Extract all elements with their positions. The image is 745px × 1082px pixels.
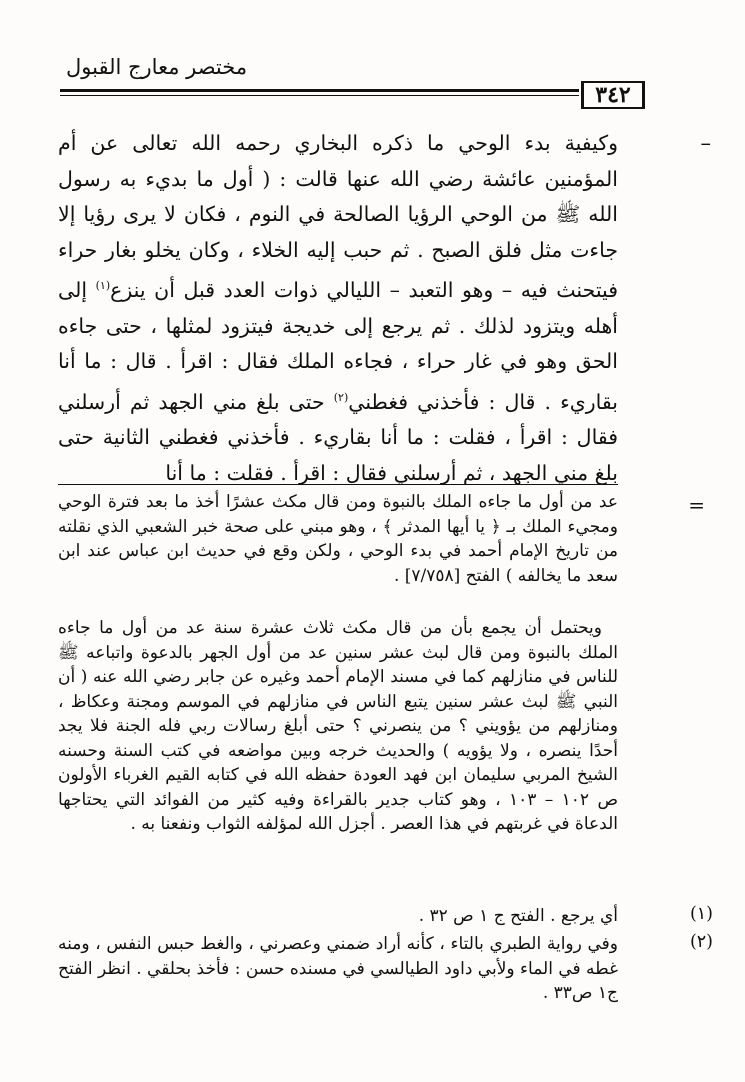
header-rule-thin (60, 95, 579, 96)
footnote-1-number: (١) (689, 904, 713, 924)
header-rule-thick (60, 89, 579, 92)
footnote-1-text: أي يرجع . الفتح ج ١ ص ٣٢ . (418, 906, 618, 926)
footnote-2-text: وفي رواية الطبري بالتاء ، كأنه أراد ضمني وعصرني ، والغط حبس النفس ، ومنه غطه في الماء ولأبي داود الطيالسي في مسنده حسن : فأخذ بحلقي . انظر الفتح ج١ ص٣٣ . (58, 934, 618, 1003)
paragraph-dash: – (700, 131, 711, 155)
main-text-part1: وكيفية بدء الوحي ما ذكره البخاري رحمه الله تعالى عن أم المؤمنين عائشة رضي الله عنها قالت : ( أول ما بديء به رسول الله ﷺ من الوحي الرؤيا الصالحة في النوم ، فكان لا يرى رؤيا إلا جاءت مثل فلق الصبح . ثم حبب إليه الخلاء ، وكان يخلو بغار حراء فيتحنث فيه – وهو التعبد – الليالي ذوات العدد قبل أن ينزع (58, 131, 619, 303)
footnote-ref-2: (٢) (333, 390, 349, 404)
main-text-part2: إلى أهله ويتزود لذلك . ثم يرجع إلى خديجة فيتزود لمثلها ، حتى جاءه الحق وهو في غار حراء ، فجاءه الملك فقال : اقرأ . قال : ما أنا بقاريء . قال : فأخذني فغطني (58, 278, 619, 414)
footnote-2-number: (٢) (689, 932, 713, 952)
footnote-continuation-marker: = (688, 493, 705, 517)
main-text (58, 126, 618, 492)
main-text-part3: حتى بلغ مني الجهد ثم أرسلني فقال : اقرأ ، فقلت : ما أنا بقاريء . فأخذني فغطني الثانية حتى بلغ مني الجهد ، ثم أرسلني فقال : اقرأ . فقلت : ما أنا (58, 389, 618, 485)
running-title: مختصر معارج القبول (66, 55, 248, 79)
page-header (60, 55, 645, 113)
footnote-ref-1: (١) (95, 279, 111, 293)
footnote-continuation-p1: عد من أول ما جاءه الملك بالنبوة ومن قال مكث عشرًا أخذ ما بعد فترة الوحي ومجيء الملك بـ ﴿ يا أيها المدثر ﴾ ، وهو مبني على صحة خبر الشعبي الذي نقلته من تاريخ الإمام أحمد في بدء الوحي ، ولكن وقع في حديث ابن عباس عند ابن سعد ما يخالفه ) الفتح [٧/٧٥٨] . (58, 492, 618, 586)
page-number: ٣٤٢ (581, 81, 645, 109)
footnote-separator (58, 484, 618, 485)
footnote-continuation-p2: ويحتمل أن يجمع بأن من قال مكث ثلاث عشرة سنة عد من أول ما جاءه الملك بالنبوة ومن قال لبث عشر سنين عد من أول الجهر بالدعوة واتباعه ﷺ للناس في منازلهم كما في مسند الإمام أحمد وغيره عن جابر رضي الله عنه ( أن النبي ﷺ لبث عشر سنين يتبع الناس في منازلهم في الموسم ومجنة وعكاظ ، ومنازلهم من يؤويني ؟ من ينصرني ؟ حتى أبلغ رسالات ربي فله الجنة فلا يجد أحدًا ينصره ، ولا يؤويه ) والحديث خرجه وبين مواضعه في كتب السنة وحسنه الشيخ المربي سليمان ابن فهد العودة حفظه الله في كتابه القيم الغرباء الأولون ص ١٠٢ – ١٠٣ ، وهو كتاب جدير بالقراءة وفيه كثير من الفوائد التي يحتاجها الدعاة في غربتهم في هذا العصر . أجزل الله لمؤلفه الثواب ونفعنا به . (58, 618, 619, 834)
